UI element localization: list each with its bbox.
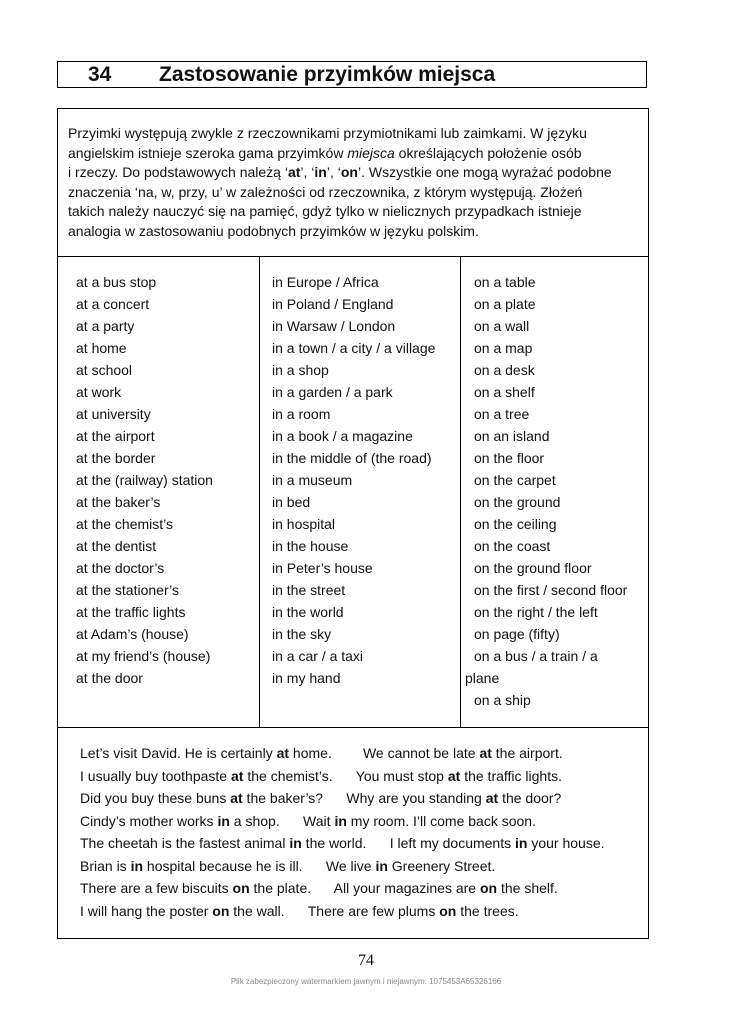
phrase-at: at school [76,362,133,378]
watermark: Plik zabezpieczony watermarkiem jawnym i niejawnym: 1075453A65326166 [230,977,502,986]
phrase-at: at home [76,340,127,356]
phrase-on: on an island [474,428,550,444]
phrase-in: in the house [272,538,349,554]
column-divider [460,256,461,727]
phrase-at: at the stationer’s [76,582,179,598]
example-sentence: I usually buy toothpaste at the chemist’s. You must stop at the traffic lights. [80,767,562,784]
column-divider [259,256,260,727]
phrase-at: at the airport [76,428,155,444]
phrase-on: on the right / the left [474,604,598,620]
phrase-on: on page (fifty) [474,626,560,642]
phrase-in: in bed [272,494,311,510]
phrase-at: at the chemist’s [76,516,174,532]
phrase-in: in a town / a city / a village [272,340,436,356]
phrase-on: on a ship [474,692,531,708]
phrase-at: at a party [76,318,135,334]
example-sentence: Let’s visit David. He is certainly at home. We cannot be late at the airport. [80,745,563,761]
example-sentence: There are a few biscuits on the plate. All your magazines are on the shelf. [80,880,558,896]
phrase-at: at the doctor’s [76,560,165,576]
intro-line: angielskim istnieje szeroka gama przyimków miejsca określających położenie osób [68,144,582,161]
phrase-in: in the middle of (the road) [272,450,432,466]
phrase-in: in Warsaw / London [272,318,396,334]
phrase-on: on a map [474,340,533,356]
phrase-in: in my hand [272,670,341,686]
phrase-on: on the ceiling [474,516,557,532]
column-in [272,271,435,689]
phrase-on: on the ground floor [474,560,592,576]
phrase-in: in a book / a magazine [272,428,413,444]
chapter-number: 34 [88,63,112,86]
phrase-in: in hospital [272,516,336,532]
phrase-in: in a garden / a park [272,384,393,400]
phrase-in: in a room [272,406,331,422]
phrase-on: on a plate [474,296,536,312]
phrase-on: on a tree [474,406,530,422]
phrase-at: at a bus stop [76,274,157,290]
phrase-in: in a museum [272,472,353,488]
phrase-in: in a shop [272,362,329,378]
page-number: 74 [358,952,374,969]
phrase-at: at the traffic lights [76,604,186,620]
phrase-in: in the street [272,582,346,598]
intro-line: Przyimki występują zwykle z rzeczownikami przymiotnikami lub zaimkami. W języku [68,125,587,141]
phrase-in: in Poland / England [272,296,394,312]
phrase-in: in the sky [272,626,332,642]
phrase-on: on the ground [474,494,561,510]
example-sentence: The cheetah is the fastest animal in the world. I left my documents in your house. [80,835,605,851]
phrase-at: at the border [76,450,156,466]
example-sentence: I will hang the poster on the wall. There are few plums on the trees. [80,902,519,919]
phrase-on: on the floor [474,450,545,466]
phrase-in: in a car / a taxi [272,648,364,664]
phrase-at: at a concert [76,296,150,312]
phrase-at: at the baker’s [76,494,161,510]
phrase-at: at my friend’s (house) [76,648,211,664]
example-sentence: Brian is in hospital because he is ill. We live in Greenery Street. [80,857,496,874]
intro-line: takich należy nauczyć się na pamięć, gdyż tylko w nielicznych przypadkach istnieje [68,203,582,219]
phrase-at: at work [76,384,122,400]
title-box [57,61,647,88]
chapter-title: Zastosowanie przyimków miejsca [159,63,496,86]
intro-line: i rzeczy. Do podstawowych należą ‘at’, ‘in’, ‘on’. Wszystkie one mogą wyrażać podobne [68,164,612,180]
column-at [76,271,213,689]
intro-paragraph [68,124,648,241]
phrase-on: plane [465,670,500,686]
phrase-on: on the coast [474,538,551,554]
column-on [465,271,628,711]
example-sentence: Did you buy these buns at the baker’s? Why are you standing at the door? [80,790,562,806]
phrase-on: on a table [474,274,536,290]
phrase-on: on the carpet [474,472,556,488]
phrase-on: on a wall [474,318,530,334]
phrase-on: on a desk [474,362,535,378]
phrase-at: at the dentist [76,538,157,554]
columns-divider [58,727,648,728]
example-sentence: Cindy’s mother works in a shop. Wait in my room. I’ll come back soon. [80,812,536,829]
phrase-on: on a shelf [474,384,535,400]
intro-line: analogia w zastosowaniu podobnych przyimków w języku polskim. [68,222,479,239]
intro-divider [58,256,648,257]
phrase-in: in the world [272,604,344,620]
phrase-in: in Europe / Africa [272,274,379,290]
phrase-in: in Peter’s house [272,560,373,576]
phrase-on: on a bus / a train / a [474,648,598,664]
phrase-at: at the door [76,670,143,686]
example-sentences [80,742,605,922]
phrase-at: at the (railway) station [76,472,213,488]
phrase-on: on the first / second floor [474,582,628,598]
intro-line: znaczenia ‘na, w, przy, u’ w zależności od rzeczownika, z którym występują. Złożeń [68,183,583,200]
phrase-at: at Adam’s (house) [76,626,189,642]
phrase-at: at university [76,406,151,422]
content-box [57,108,649,939]
